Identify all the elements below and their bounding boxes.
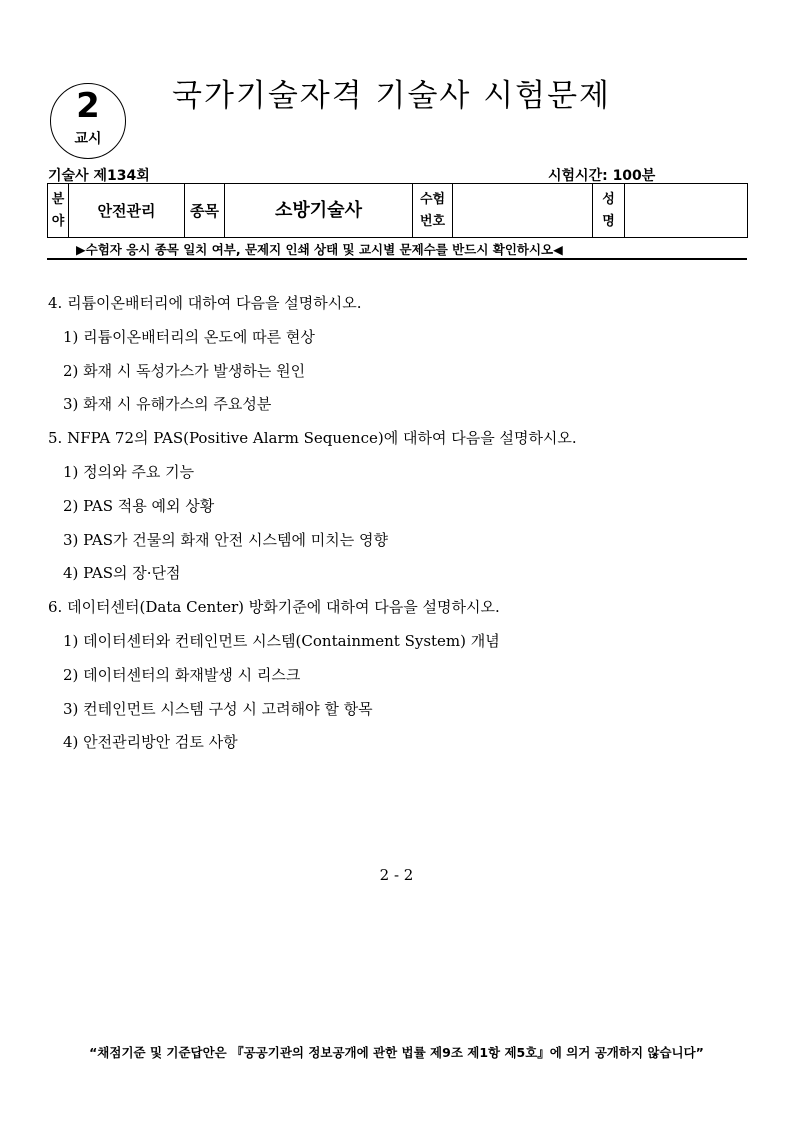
name-label — [593, 184, 625, 238]
name-label-line2: 명 — [602, 213, 615, 229]
question-5-item-4: 4) PAS의 장·단점 — [63, 564, 181, 583]
divider — [47, 258, 747, 260]
name-label-line1: 성 — [602, 191, 615, 207]
session-label: 교시 — [74, 131, 102, 147]
question-5: 5. NFPA 72의 PAS(Positive Alarm Sequence)에 대하여 다음을 설명하시오. — [48, 429, 577, 448]
page-number: 2 - 2 — [379, 866, 414, 884]
exam-info-table — [47, 183, 748, 238]
name-field[interactable] — [625, 184, 748, 238]
question-4-item-1: 1) 리튬이온배터리의 온도에 따른 현상 — [63, 327, 315, 346]
session-number: 2 — [76, 86, 100, 126]
question-5-item-3: 3) PAS가 건물의 화재 안전 시스템에 미치는 영향 — [63, 530, 388, 549]
exam-number-field[interactable] — [453, 184, 593, 238]
field-label — [48, 184, 69, 238]
question-6: 6. 데이터센터(Data Center) 방화기준에 대하여 다음을 설명하시오. — [48, 598, 500, 617]
question-4-item-2: 2) 화재 시 독성가스가 발생하는 원인 — [63, 361, 306, 380]
question-6-item-3: 3) 컨테인먼트 시스템 구성 시 고려해야 할 항목 — [63, 699, 373, 718]
question-6-item-2: 2) 데이터센터의 화재발생 시 리스크 — [63, 665, 301, 684]
field-label-line1: 분 — [51, 191, 65, 207]
field-label-line2: 야 — [51, 213, 65, 229]
field-value: 안전관리 — [69, 184, 185, 238]
question-4-item-3: 3) 화재 시 유해가스의 주요성분 — [63, 395, 272, 414]
exam-time: 시험시간: 100분 — [548, 168, 656, 184]
question-5-item-2: 2) PAS 적용 예외 상황 — [63, 496, 215, 515]
exam-number-label-line1: 수험 — [419, 191, 446, 207]
exam-number-label — [413, 184, 453, 238]
category-value: 소방기술사 — [225, 184, 413, 238]
question-list — [48, 292, 748, 765]
footer-note: “채점기준 및 기준답안은 『공공기관의 정보공개에 관한 법률 제9조 제1항 제5호』에 의거 공개하지 않습니다” — [89, 1045, 704, 1060]
question-6-item-1: 1) 데이터센터와 컨테인먼트 시스템(Containment System) 개념 — [63, 631, 500, 650]
question-6-item-4: 4) 안전관리방안 검토 사항 — [63, 733, 238, 752]
exam-notice: ▶수험자 응시 종목 일치 여부, 문제지 인쇄 상태 및 교시별 문제수를 반드시 확인하시오◀ — [76, 242, 563, 257]
exam-number-label-line2: 번호 — [419, 213, 446, 229]
page-title: 국가기술자격 기술사 시험문제 — [172, 78, 612, 114]
session-badge — [50, 83, 126, 159]
question-5-item-1: 1) 정의와 주요 기능 — [63, 462, 195, 481]
category-label: 종목 — [185, 184, 225, 238]
exam-round: 기술사 제134회 — [48, 168, 150, 184]
question-4: 4. 리튬이온배터리에 대하여 다음을 설명하시오. — [48, 294, 362, 312]
